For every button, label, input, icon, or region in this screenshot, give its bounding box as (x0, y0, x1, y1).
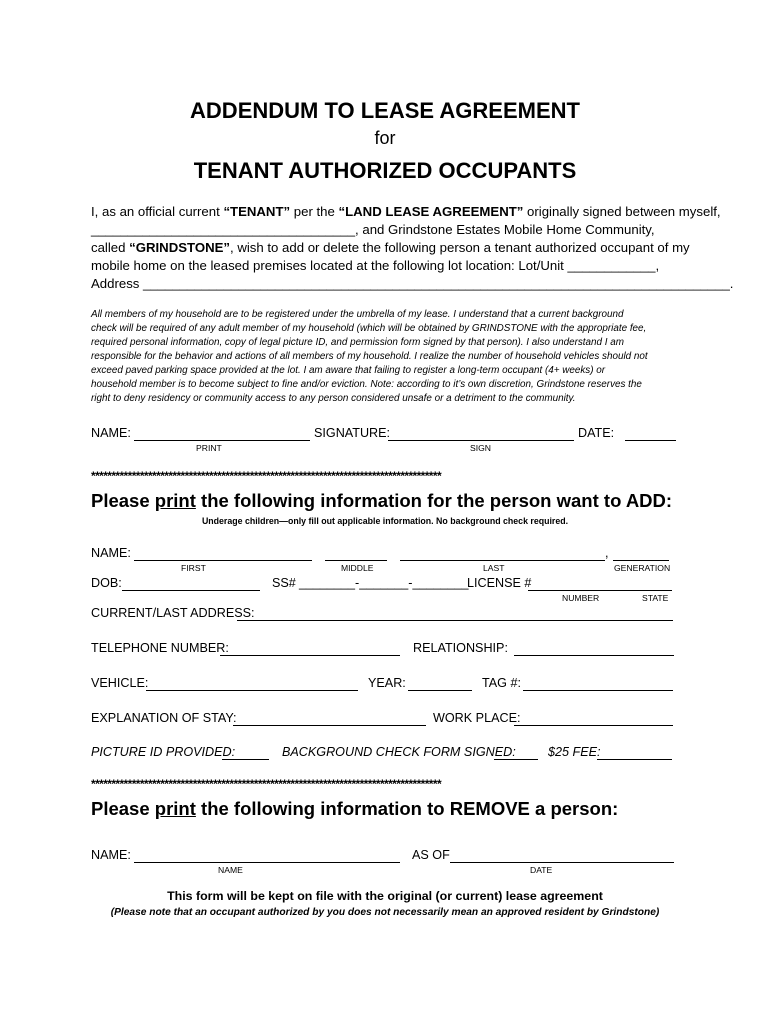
heading-text: Please (91, 490, 155, 511)
generation-caption: GENERATION (614, 563, 671, 573)
tag-label: TAG #: (482, 676, 521, 690)
work-place-label: WORK PLACE: (433, 711, 521, 725)
ss-label: SS# (272, 576, 296, 590)
state-caption: STATE (642, 593, 669, 603)
add-section-heading (91, 490, 672, 512)
intro-line-4[interactable]: mobile home on the leased premises located at the following lot location: Lot/Unit ____________, (91, 258, 660, 273)
relationship-label: RELATIONSHIP: (413, 641, 508, 655)
tenant-name-label: NAME: (91, 426, 131, 440)
notice-line-5: exceed paved parking space provided at the lot. I am aware that failing to register a long-term occupant (4+ weeks) or (91, 365, 606, 376)
remove-section-heading (91, 798, 618, 820)
notice-line-1: All members of my household are to be registered under the umbrella of my lease. I understand that a current background (91, 309, 624, 320)
number-caption: NUMBER (562, 593, 600, 603)
add-last-name-field[interactable] (400, 560, 605, 561)
intro-text: , wish to add or delete the following person a tenant authorized occupant of my (230, 240, 690, 255)
relationship-field[interactable] (514, 655, 674, 656)
address-label: CURRENT/LAST ADDRESS: (91, 606, 255, 620)
add-section-subnote: Underage children—only fill out applicable information. No background check required. (201, 516, 569, 526)
tenant-date-label: DATE: (578, 426, 615, 440)
notice-line-6: household member is to become subject to fine and/or eviction. Note: according to it’s own discretion, Grindstone reserves the (91, 379, 642, 390)
notice-line-4: responsible for the behavior and actions of all members of my household. I realize the number of household vehicles should not (91, 351, 648, 362)
add-middle-name-field[interactable] (325, 560, 387, 561)
intro-lease-term: “LAND LEASE AGREEMENT” (338, 204, 524, 219)
tag-field[interactable] (523, 690, 673, 691)
heading-print-word: print (154, 490, 196, 511)
vehicle-field[interactable] (146, 690, 358, 691)
footer-notice: This form will be kept on file with the original (or current) lease agreement (167, 889, 603, 903)
intro-line-3 (91, 240, 690, 255)
picture-id-field[interactable] (222, 759, 269, 760)
intro-text: called (91, 240, 130, 255)
explanation-field[interactable] (233, 725, 426, 726)
heading-text: the following information for the person want to ADD: (195, 490, 673, 511)
license-field[interactable] (528, 590, 672, 591)
intro-line-5[interactable]: Address ________________________________________________________________________________. (91, 276, 734, 291)
year-label: YEAR: (368, 676, 406, 690)
notice-line-3: required personal information, copy of legal picture ID, and permission form signed by that person). I also understand I am (91, 337, 624, 348)
vehicle-label: VEHICLE: (91, 676, 149, 690)
address-field[interactable] (237, 620, 673, 621)
sign-caption: SIGN (470, 443, 492, 453)
section-divider: ************************************************************************************** (91, 777, 442, 791)
intro-line-2[interactable]: ____________________________________, and Grindstone Estates Mobile Home Community, (91, 222, 655, 237)
form-subtitle: TENANT AUTHORIZED OCCUPANTS (193, 158, 577, 183)
as-of-label: AS OF (412, 848, 450, 862)
add-generation-field[interactable] (613, 560, 669, 561)
dob-field[interactable] (122, 590, 260, 591)
notice-line-2: check will be required of any adult member of my household (which will be obtained by GRINDSTONE with the appropriate fee, (91, 323, 647, 334)
heading-text: the following information to REMOVE a person: (195, 798, 619, 819)
intro-text: originally signed between myself, (523, 204, 721, 219)
license-label: LICENSE # (467, 576, 532, 590)
explanation-label: EXPLANATION OF STAY: (91, 711, 237, 725)
intro-line-1 (91, 204, 721, 219)
comma: , (605, 546, 609, 560)
heading-text: Please (91, 798, 155, 819)
heading-print-word: print (154, 798, 196, 819)
picture-id-label: PICTURE ID PROVIDED: (91, 745, 236, 759)
name-caption: NAME (218, 865, 243, 875)
form-title-connector: for (374, 128, 396, 148)
footer-disclaimer: (Please note that an occupant authorized by you does not necessarily mean an approved resident by Grindstone) (110, 907, 660, 918)
add-first-name-field[interactable] (134, 560, 312, 561)
telephone-label: TELEPHONE NUMBER: (91, 641, 229, 655)
middle-caption: MIDDLE (341, 563, 374, 573)
form-title: ADDENDUM TO LEASE AGREEMENT (190, 98, 580, 123)
ss-field[interactable]: ________-_______-________ (299, 576, 469, 590)
fee-label: $25 FEE: (548, 745, 601, 759)
tenant-signature-label: SIGNATURE: (314, 426, 391, 440)
notice-line-7: right to deny residency or community access to any person considered unsafe or a detriment to the community. (91, 393, 576, 404)
print-caption: PRINT (196, 443, 222, 453)
intro-text: I, as an official current (91, 204, 224, 219)
fee-field[interactable] (597, 759, 672, 760)
tenant-signature-field[interactable] (388, 440, 574, 441)
first-caption: FIRST (181, 563, 206, 573)
last-caption: LAST (483, 563, 505, 573)
intro-text: per the (290, 204, 339, 219)
work-place-field[interactable] (514, 725, 673, 726)
section-divider: ************************************************************************************** (91, 469, 442, 483)
remove-name-field[interactable] (134, 862, 400, 863)
tenant-date-field[interactable] (625, 440, 676, 441)
remove-name-label: NAME: (91, 848, 131, 862)
intro-grindstone-term: “GRINDSTONE” (129, 240, 230, 255)
year-field[interactable] (408, 690, 472, 691)
date-caption: DATE (530, 865, 553, 875)
add-name-label: NAME: (91, 546, 131, 560)
bg-check-field[interactable] (494, 759, 538, 760)
tenant-name-field[interactable] (134, 440, 310, 441)
intro-tenant-term: “TENANT” (223, 204, 291, 219)
as-of-date-field[interactable] (450, 862, 674, 863)
bg-check-label: BACKGROUND CHECK FORM SIGNED: (282, 745, 516, 759)
dob-label: DOB: (91, 576, 122, 590)
telephone-field[interactable] (220, 655, 400, 656)
